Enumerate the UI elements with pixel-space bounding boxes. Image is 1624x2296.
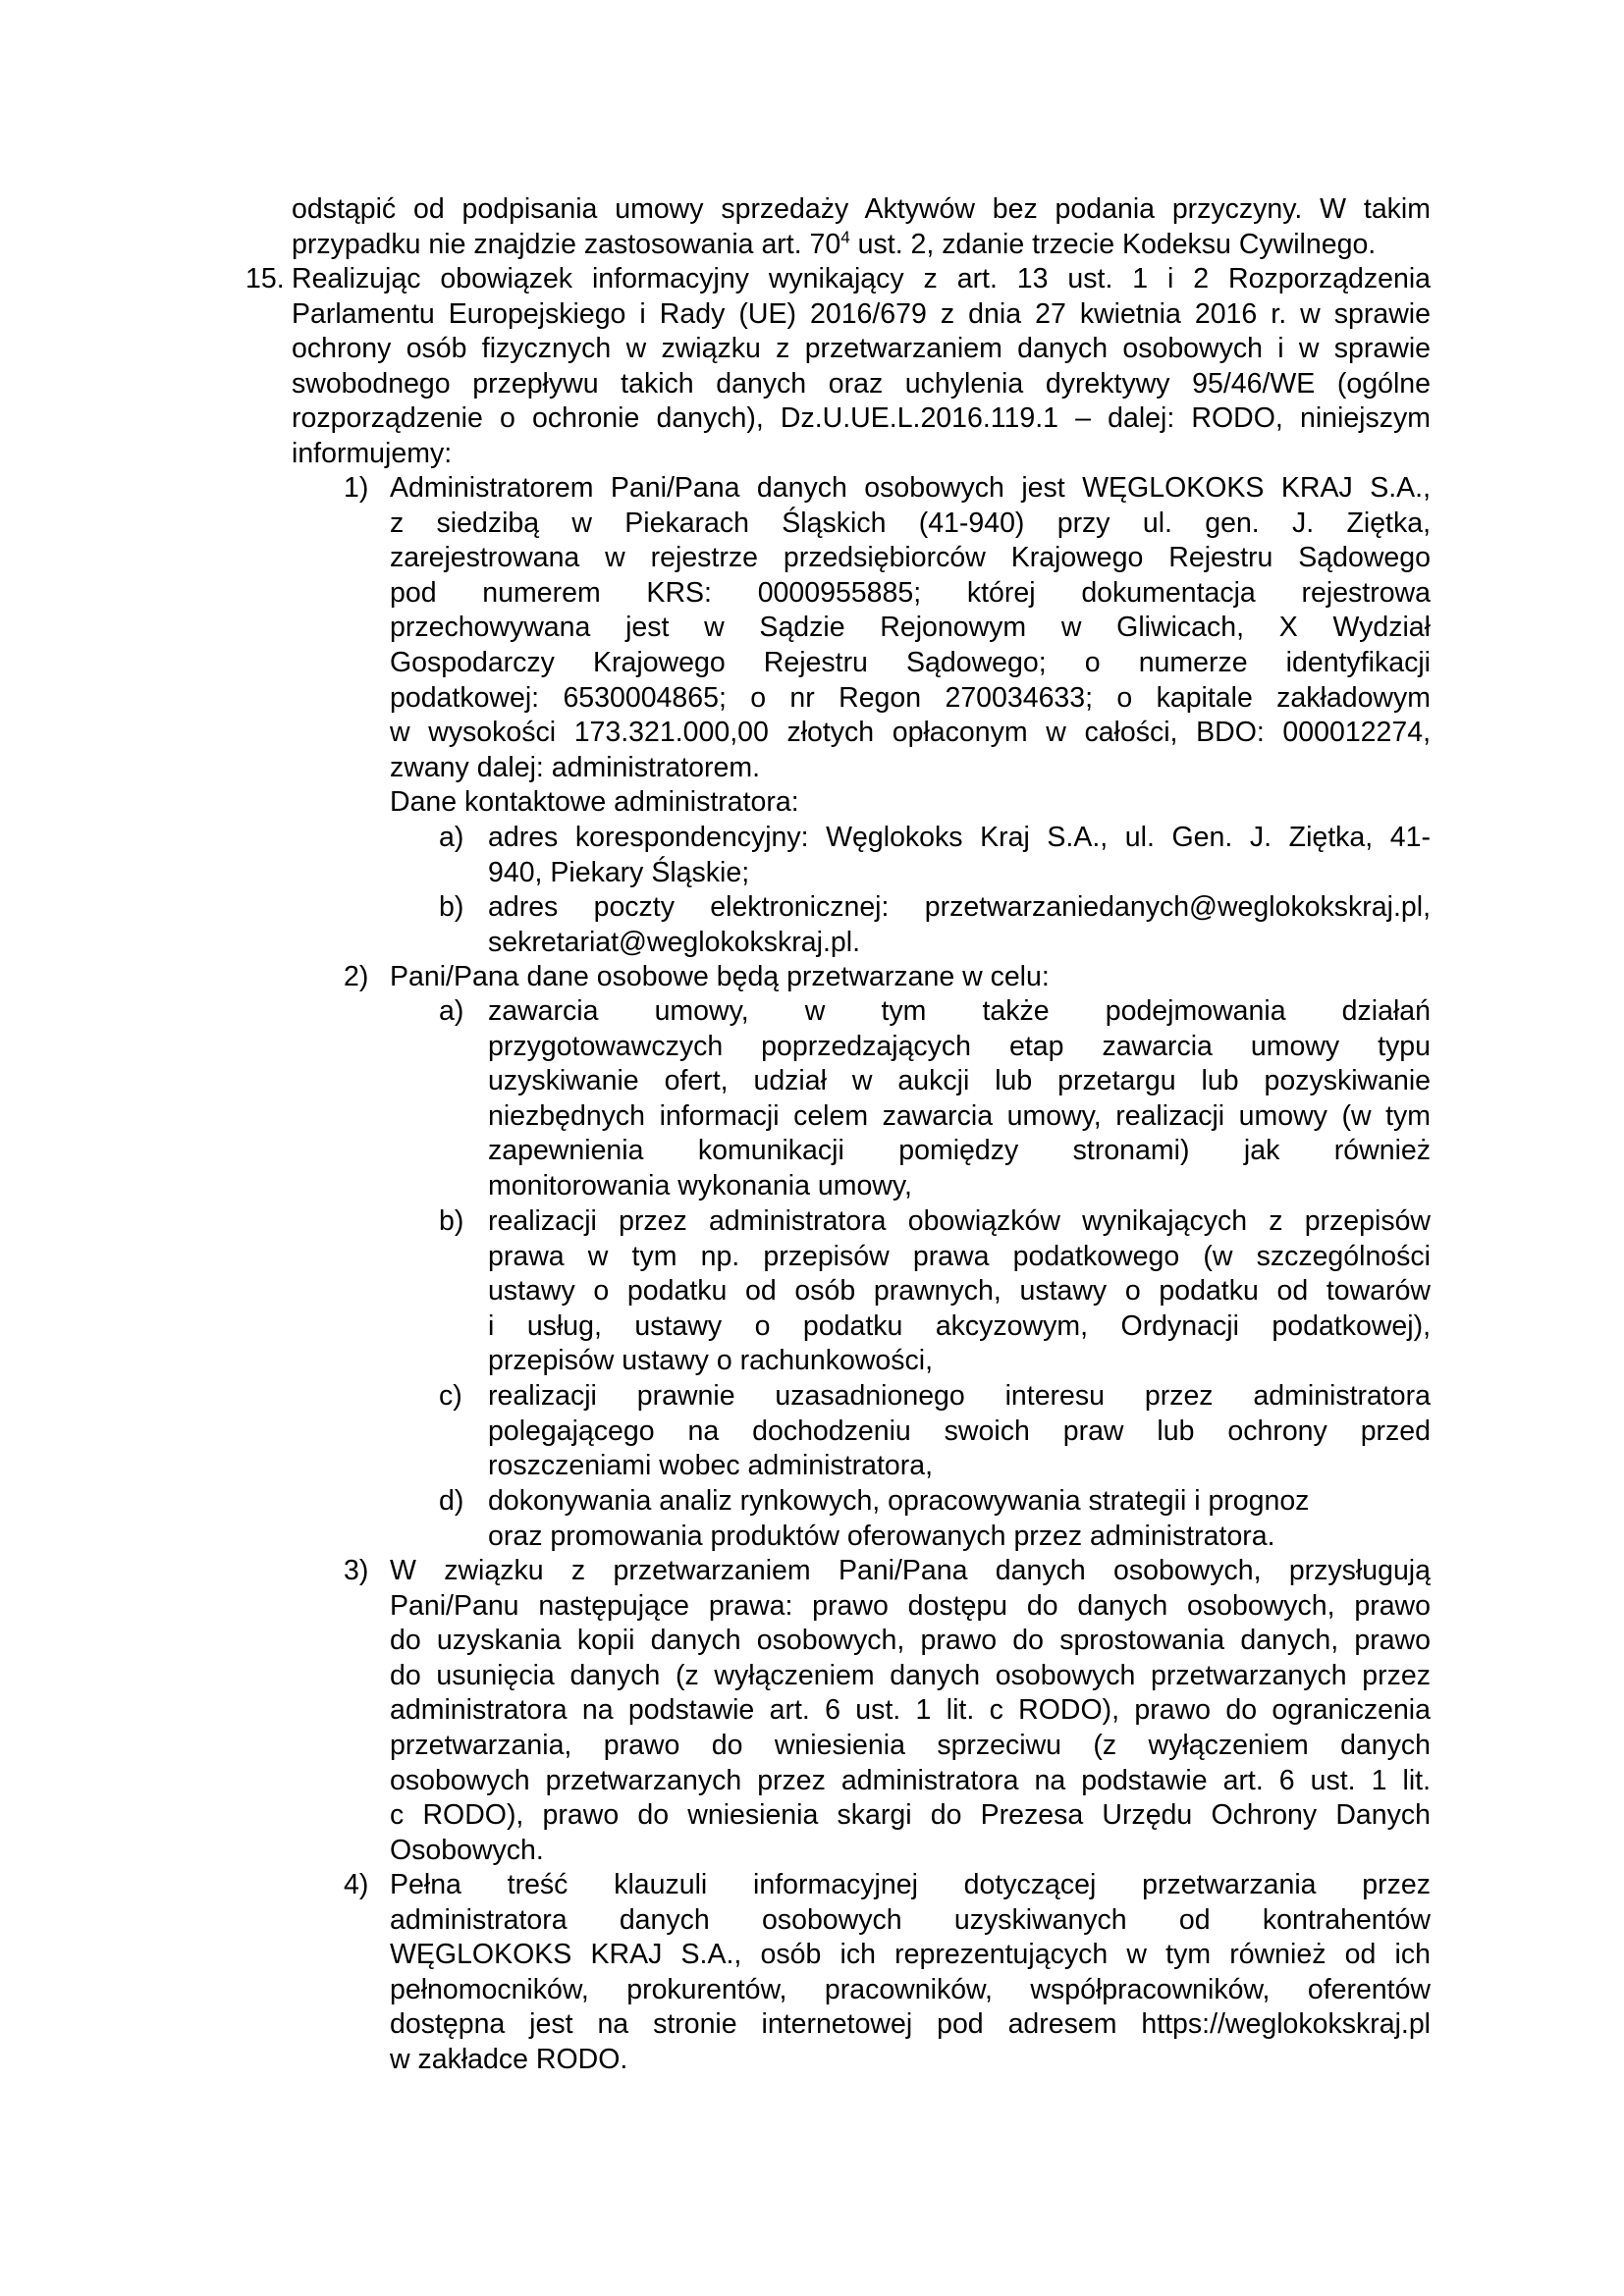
text-line: oraz promowania produktów oferowanych przez administratora. (488, 1520, 1275, 1552)
text-line: i usług, ustawy o podatku akcyzowym, Ordynacji podatkowej), (488, 1309, 1431, 1342)
text-line: roszczeniami wobec administratora, (488, 1450, 934, 1482)
text-line: zwany dalej: administratorem. (390, 751, 760, 783)
text-line: administratora danych osobowych uzyskiwanych od kontrahentów (390, 1903, 1431, 1936)
text-line: swobodnego przepływu takich danych oraz uchylenia dyrektywy 95/46/WE (ogólne (292, 367, 1431, 400)
text-line: polegającego na dochodzeniu swoich praw lub ochrony przed (488, 1415, 1431, 1447)
text-line: WĘGLOKOKS KRAJ S.A., osób ich reprezentujących w tym również od ich (390, 1939, 1431, 1971)
text-line: Gospodarczy Krajowego Rejestru Sądowego; o numerze identyfikacji (390, 646, 1431, 678)
text-line: prawa w tym np. przepisów prawa podatkowego (w szczególności (488, 1240, 1431, 1272)
purpose-c (488, 1379, 1431, 1484)
purpose-letter: c) (439, 1380, 462, 1412)
text-line: Administratorem Pani/Pana danych osobowych jest WĘGLOKOKS KRAJ S.A., (390, 472, 1431, 504)
text-line: do uzyskania kopii danych osobowych, prawo do sprostowania danych, prawo (390, 1625, 1431, 1657)
continuation-paragraph (292, 192, 1431, 262)
text-line: W związku z przetwarzaniem Pani/Pana danych osobowych, przysługują (390, 1555, 1431, 1586)
text-line: Realizując obowiązek informacyjny wynikający z art. 13 ust. 1 i 2 Rozporządzenia (292, 263, 1431, 294)
text-line: do usunięcia danych (z wyłączeniem danych osobowych przetwarzanych przez (390, 1659, 1431, 1691)
contact-letter: a) (439, 822, 464, 853)
item-number: 4) (344, 1869, 369, 1900)
text-line: realizacji prawnie uzasadnionego interesu przez administratora (488, 1380, 1431, 1412)
purpose-d (488, 1484, 1431, 1554)
text-line: ustawy o podatku od osób prawnych, ustawy o podatku od towarów (488, 1275, 1431, 1308)
text-line: przygotowawczych poprzedzających etap zawarcia umowy typu (488, 1030, 1431, 1062)
text-line: zarejestrowana w rejestrze przedsiębiorców Krajowego Rejestru Sądowego (390, 542, 1431, 574)
text-line: monitorowania wykonania umowy, (488, 1169, 912, 1201)
text-line: przepisów ustawy o rachunkowości, (488, 1345, 934, 1377)
purpose-letter: d) (439, 1485, 464, 1517)
item-2-purposes (390, 960, 1431, 995)
email-link-line[interactable]: adres poczty elektronicznej: przetwarzaniedanych@weglokokskraj.pl, (488, 891, 1431, 923)
text-line: Pełna treść klauzuli informacyjnej dotyczącej przetwarzania przez (390, 1869, 1431, 1900)
text-line: przetwarzania, prawo do wniesienia sprzeciwu (z wyłączeniem danych (390, 1729, 1431, 1761)
text-line: 940, Piekary Śląskie; (488, 856, 750, 888)
text-line: c RODO), prawo do wniesienia skargi do Prezesa Urzędu Ochrony Danych (390, 1799, 1431, 1832)
contact-letter: b) (439, 891, 464, 923)
text-line: Osobowych. (390, 1834, 544, 1866)
text-line: rozporządzenie o ochronie danych), Dz.U.UE.L.2016.119.1 – dalej: RODO, niniejszym (292, 402, 1431, 435)
item-4-full-clause (390, 1868, 1431, 2078)
purpose-a (488, 994, 1431, 1204)
section-15-intro (292, 262, 1431, 472)
text-line: zapewnienia komunikacji pomiędzy stronami) jak również (488, 1135, 1431, 1167)
email-link-line[interactable]: sekretariat@weglokokskraj.pl. (488, 926, 860, 958)
text-line: informujemy: (292, 437, 453, 469)
purpose-b (488, 1204, 1431, 1379)
text-line: z siedzibą w Piekarach Śląskich (41-940) przy ul. gen. J. Ziętka, (390, 507, 1431, 539)
text-line: w zakładce RODO. (390, 2043, 628, 2075)
contact-address (488, 821, 1431, 890)
text-line: dokonywania analiz rynkowych, opracowywania strategii i prognoz (488, 1485, 1310, 1517)
text-line: przypadku nie znajdzie zastosowania art. $70^4$ ust. 2, zdanie trzecie Kodeksu Cywilnego. (292, 228, 1377, 260)
text-line: pod numerem KRS: 0000955885; której dokumentacja rejestrowa (390, 576, 1431, 609)
superscript: 4 (840, 228, 850, 247)
purpose-letter: a) (439, 995, 464, 1027)
item-1-administrator (390, 471, 1431, 821)
text-line: osobowych przetwarzanych przez administratora na podstawie art. 6 ust. 1 lit. (390, 1764, 1431, 1796)
item-number: 1) (344, 472, 369, 504)
text-line: w wysokości 173.321.000,00 złotych opłaconym w całości, BDO: 000012274, (390, 717, 1431, 749)
text-line: przechowywana jest w Sądzie Rejonowym w Gliwicach, X Wydział (390, 612, 1431, 644)
contact-email (488, 890, 1431, 960)
text-line: uzyskiwanie ofert, udział w aukcji lub przetargu lub pozyskiwanie (488, 1065, 1431, 1097)
item-number: 3) (344, 1555, 369, 1586)
text-line: ochrony osób fizycznych w związku z przetwarzaniem danych osobowych i w sprawie (292, 333, 1431, 365)
text-line: Pani/Pana dane osobowe będą przetwarzane w celu: (390, 961, 1050, 992)
purpose-letter: b) (439, 1205, 464, 1237)
text-line: Parlamentu Europejskiego i Rady (UE) 2016/679 z dnia 27 kwietnia 2016 r. w sprawie (292, 297, 1431, 330)
text-line: realizacji przez administratora obowiązków wynikających z przepisów (488, 1205, 1431, 1237)
text-line: administratora na podstawie art. 6 ust. 1 lit. c RODO), prawo do ograniczenia (390, 1694, 1431, 1727)
section-number: 15. (245, 263, 285, 294)
text-line: pełnomocników, prokurentów, pracowników, współpracowników, oferentów (390, 1973, 1431, 2005)
contact-heading: Dane kontaktowe administratora: (390, 786, 799, 819)
text-line: zawarcia umowy, w tym także podejmowania działań (488, 995, 1431, 1027)
text-line: adres korespondencyjny: Węglokoks Kraj S.A., ul. Gen. J. Ziętka, 41- (488, 822, 1431, 853)
item-3-rights (390, 1554, 1431, 1868)
text-line: niezbędnych informacji celem zawarcia umowy, realizacji umowy (w tym (488, 1099, 1431, 1132)
text-line: Pani/Panu następujące prawa: prawo dostępu do danych osobowych, prawo (390, 1589, 1431, 1622)
website-link-line[interactable]: dostępna jest na stronie internetowej pod adresem https://weglokokskraj.pl (390, 2008, 1431, 2041)
text-line: odstąpić od podpisania umowy sprzedaży Aktywów bez podania przyczyny. W takim (292, 193, 1431, 225)
item-number: 2) (344, 961, 369, 992)
text-line: podatkowej: 6530004865; o nr Regon 270034633; o kapitale zakładowym (390, 681, 1431, 714)
